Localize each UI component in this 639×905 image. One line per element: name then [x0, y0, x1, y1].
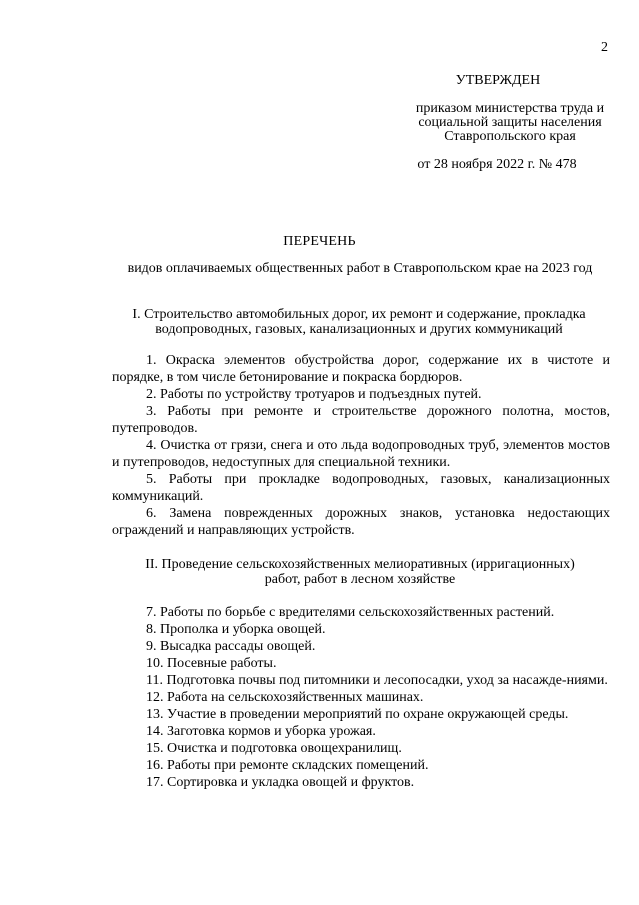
list-item: 12. Работа на сельскохозяйственных машинах.: [146, 690, 424, 705]
section-heading: [104, 307, 614, 337]
list-item: 1. Окраска элементов обустройства дорог, содержание их в чистоте и порядке, в том числе бетонирование и покраска бордюров.: [112, 353, 610, 385]
list-item: 9. Высадка рассады овощей.: [146, 639, 316, 654]
document-subtitle: видов оплачиваемых общественных работ в Ставропольском крае на 2023 год: [127, 261, 593, 276]
list-item: 5. Работы при прокладке водопроводных, газовых, канализационных коммуникаций.: [112, 472, 610, 504]
page-number: 2: [601, 40, 608, 55]
section-items: [112, 352, 610, 539]
approval-order-line: социальной защиты населения: [418, 115, 602, 130]
list-item: 10. Посевные работы.: [146, 656, 277, 671]
list-item: 13. Участие в проведении мероприятий по охране окружающей среды.: [146, 707, 569, 722]
list-item: 11. Подготовка почвы под питомники и лесопосадки, уход за насажде-ниями.: [146, 673, 608, 688]
section-heading-line: водопроводных, газовых, канализационных и других коммуникаций: [155, 322, 563, 337]
approval-order-line: Ставропольского края: [444, 129, 576, 144]
list-item: 17. Сортировка и укладка овощей и фруктов.: [146, 775, 415, 790]
document-title: ПЕРЕЧЕНЬ: [283, 234, 356, 249]
approval-stamp-title: УТВЕРЖДЕН: [455, 73, 541, 88]
list-item: 15. Очистка и подготовка овощехранилищ.: [146, 741, 402, 756]
list-item: 8. Прополка и уборка овощей.: [146, 622, 326, 637]
list-item: 7. Работы по борьбе с вредителями сельскохозяйственных растений.: [146, 605, 555, 620]
section-heading-line: I. Строительство автомобильных дорог, их ремонт и содержание, прокладка: [132, 307, 586, 322]
list-item: 14. Заготовка кормов и уборка урожая.: [146, 724, 376, 739]
approval-order-line: приказом министерства труда и: [415, 101, 605, 116]
approval-date: от 28 ноября 2022 г. № 478: [417, 157, 577, 172]
list-item: 6. Замена поврежденных дорожных знаков, установка недостающих ограждений и направляющих устройств.: [112, 506, 610, 538]
list-item: 4. Очистка от грязи, снега и ото льда водопроводных труб, элементов мостов и путепроводов, недоступных для специальной техники.: [112, 438, 610, 470]
section-heading: [100, 557, 620, 587]
list-item: 16. Работы при ремонте складских помещений.: [146, 758, 429, 773]
list-item: 2. Работы по устройству тротуаров и подъездных путей.: [146, 387, 482, 402]
section-heading-line: II. Проведение сельскохозяйственных мелиоративных (ирригационных): [145, 557, 575, 572]
list-item: 3. Работы при ремонте и строительстве дорожного полотна, мостов, путепроводов.: [112, 404, 610, 436]
section-items: [112, 604, 610, 791]
approval-block: [360, 72, 639, 173]
section-heading-line: работ, работ в лесном хозяйстве: [264, 572, 456, 587]
